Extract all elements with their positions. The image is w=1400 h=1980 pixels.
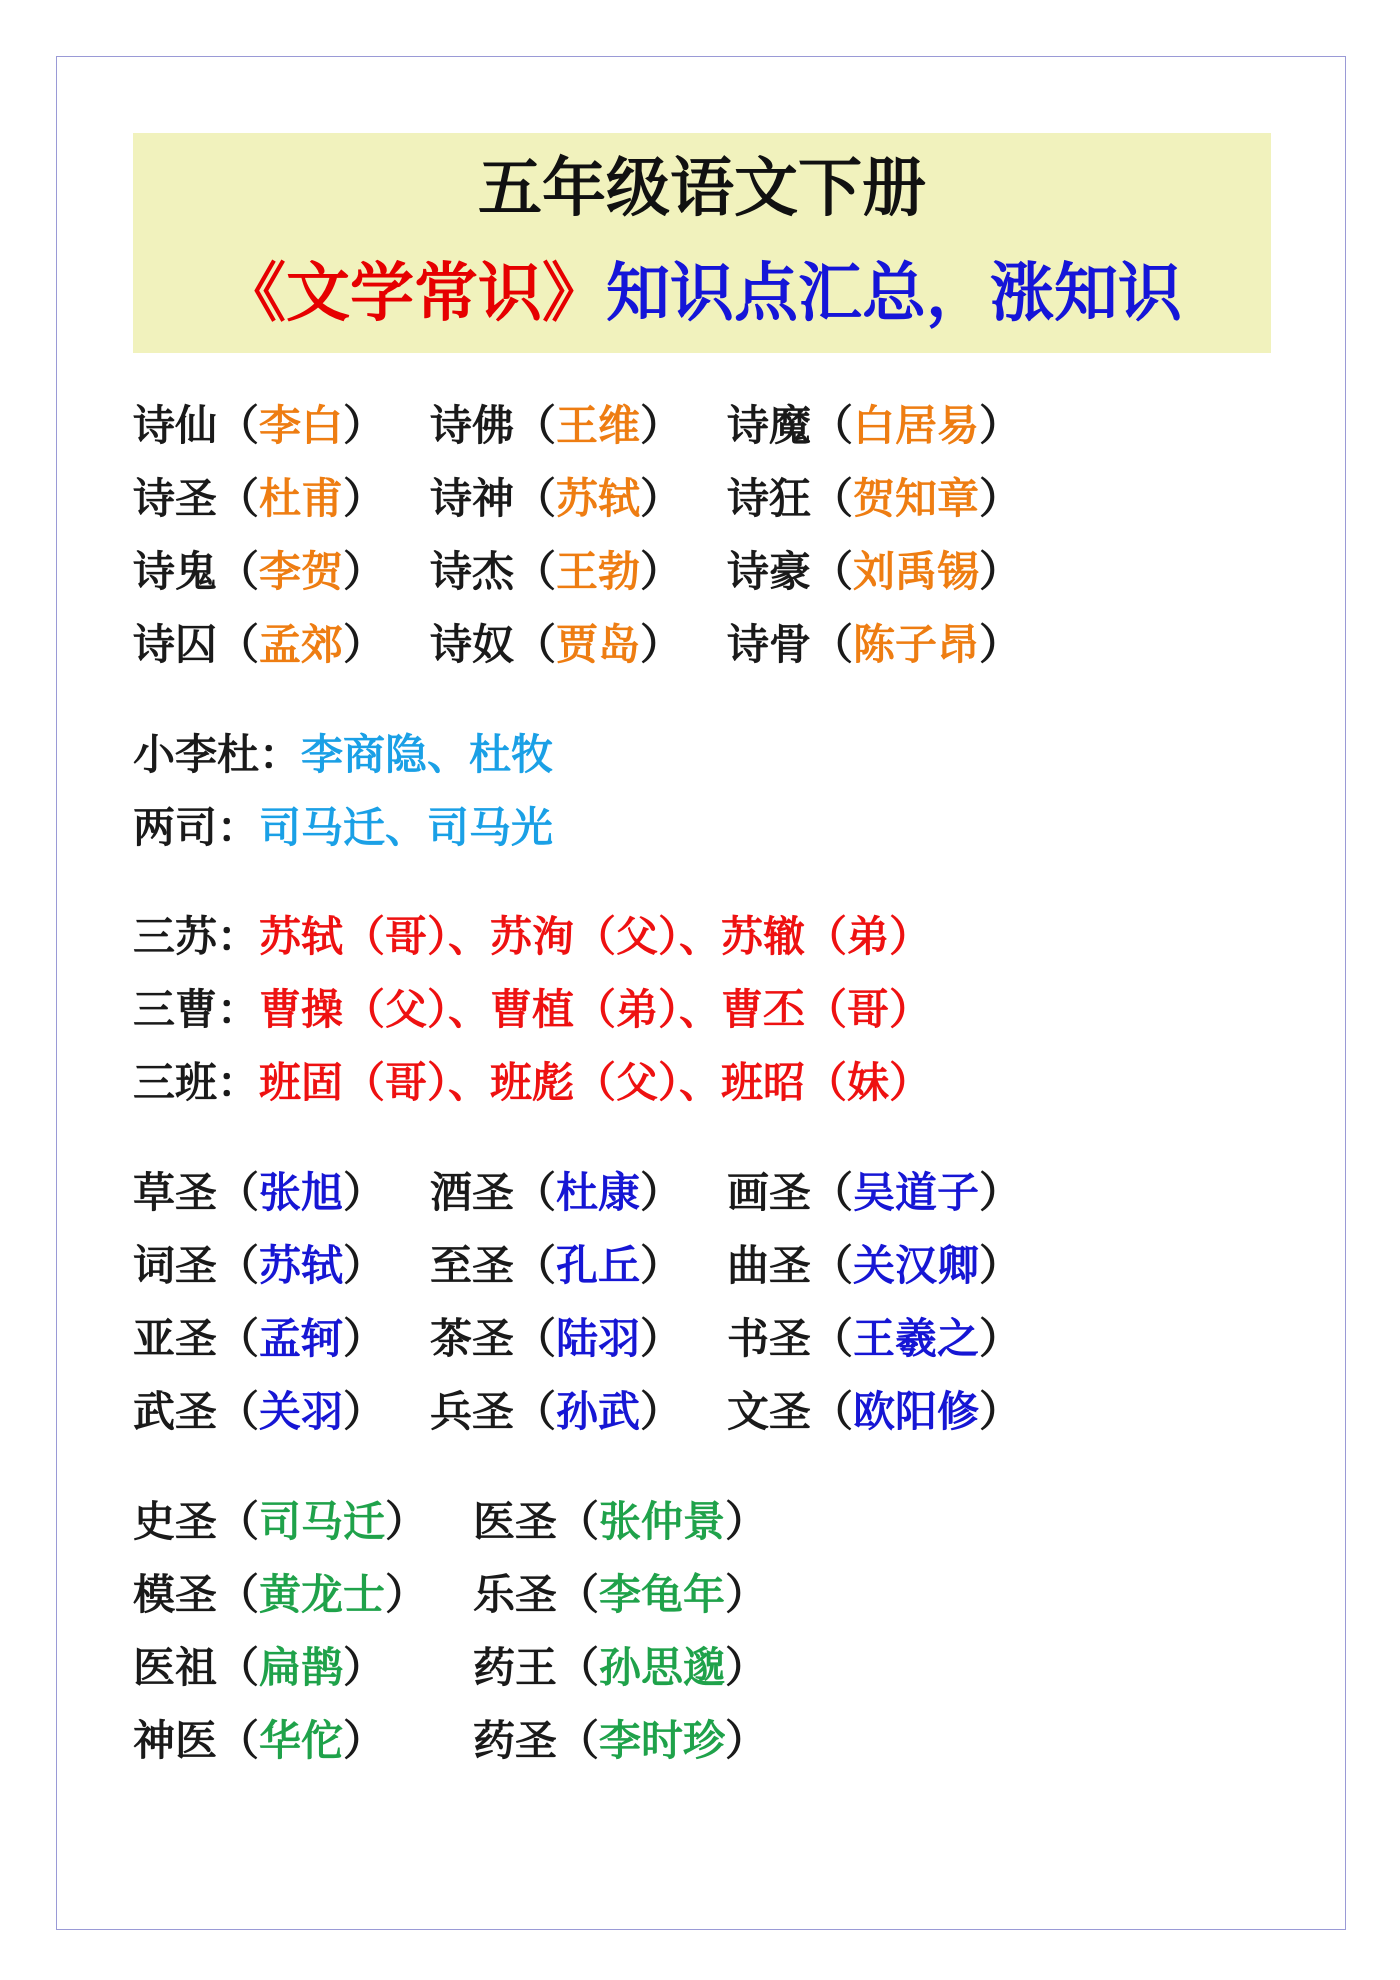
subtitle-highlight: 《文学常识》 bbox=[222, 257, 606, 331]
poet-entry: 诗仙（李白） bbox=[133, 401, 386, 450]
saint-entry: 草圣（张旭） bbox=[133, 1168, 386, 1217]
family-entry: 三苏：苏轼（哥）、苏洵（父）、苏辙（弟） bbox=[133, 912, 932, 961]
pair-entry: 小李杜：李商隐、杜牧 bbox=[133, 730, 554, 779]
saint-entry: 兵圣（孙武） bbox=[430, 1387, 683, 1436]
poet-entry: 诗狂（贺知章） bbox=[727, 474, 1022, 523]
medicine-entry: 模圣（黄龙士） bbox=[133, 1570, 428, 1619]
header-banner bbox=[133, 133, 1271, 353]
medicine-entry: 史圣（司马迁） bbox=[133, 1497, 428, 1546]
poet-entry: 诗奴（贾岛） bbox=[430, 620, 683, 669]
saint-entry: 词圣（苏轼） bbox=[133, 1241, 386, 1290]
poet-entry: 诗囚（孟郊） bbox=[133, 620, 386, 669]
saint-entry: 武圣（关羽） bbox=[133, 1387, 386, 1436]
saint-entry: 酒圣（杜康） bbox=[430, 1168, 683, 1217]
medicine-entry: 药王（孙思邈） bbox=[473, 1643, 768, 1692]
poet-entry: 诗魔（白居易） bbox=[727, 401, 1022, 450]
medicine-entry: 医圣（张仲景） bbox=[473, 1497, 768, 1546]
medicine-entry: 医祖（扁鹊） bbox=[133, 1643, 386, 1692]
medicine-entry: 药圣（李时珍） bbox=[473, 1716, 768, 1765]
saint-entry: 茶圣（陆羽） bbox=[430, 1314, 683, 1363]
poet-entry: 诗骨（陈子昂） bbox=[727, 620, 1022, 669]
saint-entry: 书圣（王羲之） bbox=[727, 1314, 1022, 1363]
poet-entry: 诗鬼（李贺） bbox=[133, 547, 386, 596]
poet-entry: 诗圣（杜甫） bbox=[133, 474, 386, 523]
poet-entry: 诗神（苏轼） bbox=[430, 474, 683, 523]
poet-entry: 诗豪（刘禹锡） bbox=[727, 547, 1022, 596]
subtitle-text: 知识点汇总，涨知识 bbox=[606, 257, 1182, 331]
family-entry: 三曹：曹操（父）、曹植（弟）、曹丕（哥） bbox=[133, 985, 932, 1034]
saint-entry: 曲圣（关汉卿） bbox=[727, 1241, 1022, 1290]
saint-entry: 亚圣（孟轲） bbox=[133, 1314, 386, 1363]
saint-entry: 至圣（孔丘） bbox=[430, 1241, 683, 1290]
saint-entry: 文圣（欧阳修） bbox=[727, 1387, 1022, 1436]
medicine-entry: 乐圣（李龟年） bbox=[473, 1570, 768, 1619]
poet-entry: 诗佛（王维） bbox=[430, 401, 683, 450]
medicine-entry: 神医（华佗） bbox=[133, 1716, 386, 1765]
poet-entry: 诗杰（王勃） bbox=[430, 547, 683, 596]
page-title: 五年级语文下册 bbox=[478, 152, 926, 226]
saint-entry: 画圣（吴道子） bbox=[727, 1168, 1022, 1217]
page-subtitle bbox=[133, 253, 1271, 335]
pair-entry: 两司：司马迁、司马光 bbox=[133, 803, 554, 852]
family-entry: 三班：班固（哥）、班彪（父）、班昭（妹） bbox=[133, 1058, 932, 1107]
